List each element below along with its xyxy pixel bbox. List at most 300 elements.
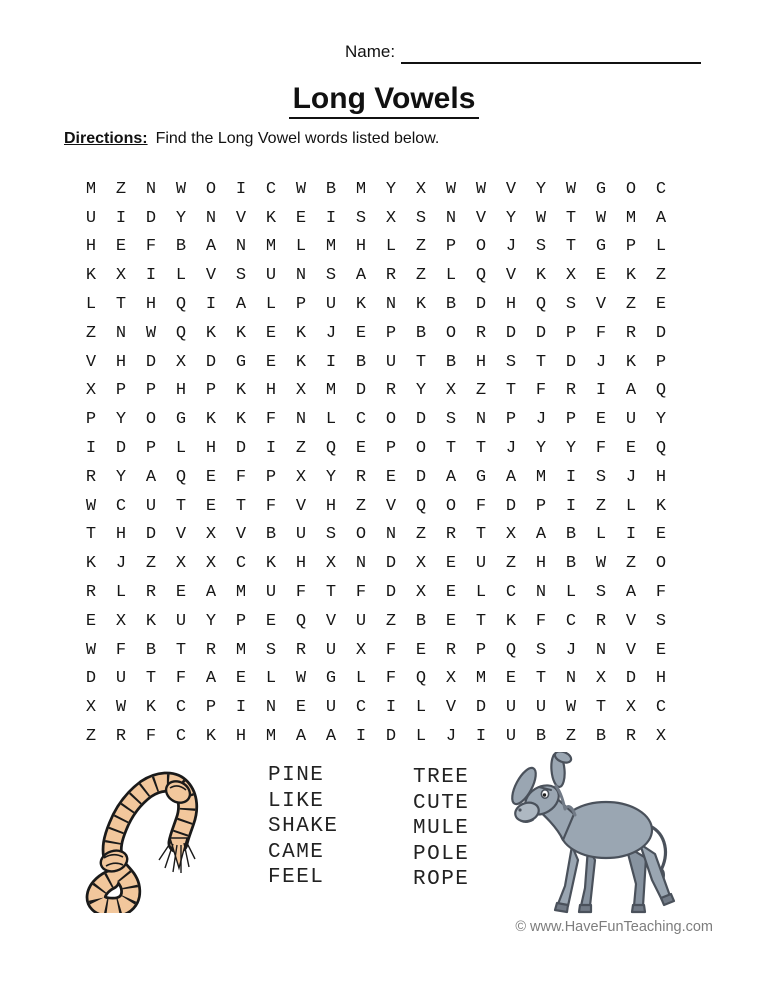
- grid-letter: P: [295, 295, 307, 315]
- grid-letter: K: [625, 352, 637, 372]
- grid-letter: O: [445, 496, 457, 516]
- grid-letter: H: [355, 237, 367, 257]
- grid-letter: V: [475, 208, 487, 228]
- grid-letter: U: [325, 295, 337, 315]
- grid-letter: D: [385, 583, 397, 603]
- grid-letter: V: [235, 525, 247, 545]
- copyright-text: © www.HaveFunTeaching.com: [515, 919, 713, 935]
- grid-letter: N: [145, 179, 157, 199]
- grid-letter: T: [145, 669, 157, 689]
- mule-near-front-leg: [558, 846, 578, 906]
- grid-letter: Y: [535, 439, 547, 459]
- grid-letter: G: [475, 467, 487, 487]
- grid-letter: E: [265, 611, 277, 631]
- grid-letter: N: [595, 640, 607, 660]
- grid-letter: O: [655, 554, 667, 574]
- grid-letter: E: [355, 323, 367, 343]
- grid-letter: O: [205, 179, 217, 199]
- grid-letter: H: [115, 352, 127, 372]
- grid-letter: T: [445, 439, 457, 459]
- grid-letter: L: [115, 583, 127, 603]
- grid-letter: M: [625, 208, 637, 228]
- grid-letter: Q: [175, 323, 187, 343]
- grid-letter: C: [175, 727, 187, 747]
- grid-letter: M: [325, 237, 337, 257]
- grid-letter: T: [85, 525, 97, 545]
- grid-letter: S: [445, 410, 457, 430]
- grid-letter: D: [565, 352, 577, 372]
- grid-letter: H: [205, 439, 217, 459]
- mule-hoof: [579, 905, 591, 912]
- grid-letter: F: [115, 640, 127, 660]
- grid-letter: P: [445, 237, 457, 257]
- grid-letter: X: [385, 208, 397, 228]
- grid-letter: A: [205, 583, 217, 603]
- grid-letter: L: [175, 439, 187, 459]
- grid-letter: U: [625, 410, 637, 430]
- grid-letter: Z: [355, 496, 367, 516]
- grid-letter: K: [655, 496, 667, 516]
- grid-letter: N: [235, 237, 247, 257]
- grid-letter: D: [145, 525, 157, 545]
- grid-letter: M: [325, 381, 337, 401]
- grid-letter: A: [325, 727, 337, 747]
- grid-letter: G: [595, 179, 607, 199]
- grid-letter: Q: [535, 295, 547, 315]
- grid-letter: Z: [415, 237, 427, 257]
- grid-letter: U: [295, 525, 307, 545]
- grid-letter: X: [295, 467, 307, 487]
- grid-letter: K: [265, 554, 277, 574]
- grid-letter: S: [355, 208, 367, 228]
- grid-letter: H: [85, 237, 97, 257]
- grid-letter: V: [325, 611, 337, 631]
- grid-letter: Z: [595, 496, 607, 516]
- grid-letter: F: [535, 611, 547, 631]
- grid-letter: U: [505, 698, 517, 718]
- grid-letter: J: [445, 727, 457, 747]
- grid-letter: L: [385, 237, 397, 257]
- grid-letter: V: [205, 266, 217, 286]
- grid-letter: K: [145, 611, 157, 631]
- grid-letter: L: [265, 669, 277, 689]
- grid-letter: P: [565, 410, 577, 430]
- grid-letter: I: [325, 352, 337, 372]
- grid-letter: K: [295, 323, 307, 343]
- grid-letter: Y: [325, 467, 337, 487]
- grid-letter: L: [475, 583, 487, 603]
- grid-letter: W: [565, 179, 577, 199]
- word-feel: FEEL: [268, 866, 325, 890]
- grid-letter: O: [625, 179, 637, 199]
- grid-letter: M: [235, 583, 247, 603]
- grid-letter: C: [655, 698, 667, 718]
- grid-letter: H: [505, 295, 517, 315]
- grid-letter: V: [385, 496, 397, 516]
- grid-letter: W: [85, 640, 97, 660]
- grid-letter: K: [235, 323, 247, 343]
- grid-letter: D: [655, 323, 667, 343]
- grid-letter: O: [445, 323, 457, 343]
- grid-letter: X: [655, 727, 667, 747]
- grid-letter: G: [595, 237, 607, 257]
- grid-letter: T: [175, 496, 187, 516]
- grid-letter: Y: [175, 208, 187, 228]
- grid-letter: P: [385, 323, 397, 343]
- grid-letter: W: [595, 208, 607, 228]
- grid-letter: K: [85, 266, 97, 286]
- grid-letter: Z: [475, 381, 487, 401]
- grid-letter: T: [565, 208, 577, 228]
- grid-letter: A: [145, 467, 157, 487]
- grid-letter: J: [115, 554, 127, 574]
- grid-letter: V: [625, 611, 637, 631]
- grid-letter: F: [385, 669, 397, 689]
- grid-letter: O: [355, 525, 367, 545]
- grid-letter: X: [115, 266, 127, 286]
- grid-letter: S: [235, 266, 247, 286]
- grid-letter: F: [145, 237, 157, 257]
- grid-letter: X: [355, 640, 367, 660]
- grid-letter: U: [265, 266, 277, 286]
- grid-letter: H: [535, 554, 547, 574]
- grid-letter: E: [205, 467, 217, 487]
- grid-letter: Q: [295, 611, 307, 631]
- grid-letter: V: [625, 640, 637, 660]
- grid-letter: X: [115, 611, 127, 631]
- grid-letter: M: [265, 727, 277, 747]
- grid-letter: H: [325, 496, 337, 516]
- grid-letter: B: [325, 179, 337, 199]
- grid-letter: Z: [625, 554, 637, 574]
- grid-letter: I: [385, 698, 397, 718]
- grid-letter: K: [415, 295, 427, 315]
- grid-letter: X: [85, 381, 97, 401]
- grid-letter: K: [85, 554, 97, 574]
- grid-letter: B: [265, 525, 277, 545]
- grid-letter: E: [655, 525, 667, 545]
- grid-letter: E: [625, 439, 637, 459]
- grid-letter: K: [205, 410, 217, 430]
- grid-letter: J: [565, 640, 577, 660]
- grid-letter: M: [235, 640, 247, 660]
- grid-letter: C: [505, 583, 517, 603]
- grid-letter: B: [565, 525, 577, 545]
- grid-letter: R: [385, 266, 397, 286]
- grid-letter: S: [265, 640, 277, 660]
- grid-letter: B: [355, 352, 367, 372]
- grid-letter: V: [505, 266, 517, 286]
- grid-letter: F: [265, 496, 277, 516]
- grid-letter: Z: [625, 295, 637, 315]
- grid-letter: W: [475, 179, 487, 199]
- grid-letter: H: [295, 554, 307, 574]
- grid-letter: G: [325, 669, 337, 689]
- grid-letter: R: [565, 381, 577, 401]
- grid-letter: A: [445, 467, 457, 487]
- name-label: Name:: [345, 42, 396, 61]
- grid-letter: K: [295, 352, 307, 372]
- grid-letter: E: [235, 669, 247, 689]
- grid-letter: Y: [505, 208, 517, 228]
- grid-letter: R: [295, 640, 307, 660]
- grid-letter: S: [415, 208, 427, 228]
- grid-letter: X: [445, 381, 457, 401]
- grid-letter: N: [205, 208, 217, 228]
- grid-letter: Z: [655, 266, 667, 286]
- grid-letter: N: [385, 295, 397, 315]
- grid-letter: C: [175, 698, 187, 718]
- grid-letter: D: [115, 439, 127, 459]
- rope-frayed-end: [159, 838, 195, 873]
- grid-letter: T: [505, 381, 517, 401]
- grid-letter: T: [475, 439, 487, 459]
- grid-letter: B: [445, 352, 457, 372]
- grid-letter: T: [595, 698, 607, 718]
- grid-letter: K: [355, 295, 367, 315]
- grid-letter: E: [205, 496, 217, 516]
- grid-letter: N: [115, 323, 127, 343]
- grid-letter: B: [175, 237, 187, 257]
- grid-letter: E: [445, 554, 457, 574]
- grid-letter: T: [325, 583, 337, 603]
- grid-letter: A: [355, 266, 367, 286]
- grid-letter: E: [595, 410, 607, 430]
- grid-letter: R: [625, 323, 637, 343]
- grid-letter: Y: [655, 410, 667, 430]
- grid-letter: I: [355, 727, 367, 747]
- grid-letter: T: [535, 352, 547, 372]
- grid-letter: J: [505, 439, 517, 459]
- mule-icon: [500, 752, 696, 924]
- grid-letter: X: [595, 669, 607, 689]
- grid-letter: Y: [115, 410, 127, 430]
- grid-letter: P: [145, 381, 157, 401]
- grid-letter: I: [565, 467, 577, 487]
- grid-letter: P: [205, 698, 217, 718]
- grid-letter: L: [85, 295, 97, 315]
- grid-letter: D: [625, 669, 637, 689]
- grid-letter: P: [535, 496, 547, 516]
- grid-letter: E: [385, 467, 397, 487]
- word-list-left: [268, 763, 339, 891]
- grid-letter: M: [85, 179, 97, 199]
- grid-letter: Z: [115, 179, 127, 199]
- grid-letter: E: [295, 208, 307, 228]
- word-search-grid: [76, 175, 676, 751]
- grid-letter: B: [595, 727, 607, 747]
- grid-letter: F: [265, 410, 277, 430]
- grid-letter: A: [295, 727, 307, 747]
- grid-letter: P: [235, 611, 247, 631]
- grid-letter: F: [595, 323, 607, 343]
- grid-letter: Z: [85, 727, 97, 747]
- mule-pupil: [543, 793, 546, 796]
- grid-letter: C: [265, 179, 277, 199]
- grid-letter: H: [655, 467, 667, 487]
- grid-letter: P: [85, 410, 97, 430]
- grid-letter: D: [145, 208, 157, 228]
- grid-letter: W: [565, 698, 577, 718]
- title-row: [0, 82, 768, 119]
- grid-letter: P: [655, 352, 667, 372]
- grid-letter: A: [625, 583, 637, 603]
- grid-letter: C: [355, 698, 367, 718]
- grid-letter: P: [145, 439, 157, 459]
- grid-letter: M: [355, 179, 367, 199]
- grid-letter: I: [85, 439, 97, 459]
- word-shake: SHAKE: [268, 815, 339, 839]
- grid-letter: S: [325, 266, 337, 286]
- grid-letter: L: [625, 496, 637, 516]
- grid-letter: M: [265, 237, 277, 257]
- grid-letter: R: [115, 727, 127, 747]
- grid-letter: T: [475, 611, 487, 631]
- grid-letter: X: [415, 179, 427, 199]
- grid-letter: F: [655, 583, 667, 603]
- grid-letter: I: [325, 208, 337, 228]
- grid-letter: Q: [415, 669, 427, 689]
- grid-letter: A: [205, 669, 217, 689]
- grid-letter: F: [385, 640, 397, 660]
- grid-letter: T: [235, 496, 247, 516]
- grid-letter: S: [595, 583, 607, 603]
- grid-letter: Z: [505, 554, 517, 574]
- grid-letter: X: [415, 583, 427, 603]
- grid-letter: Q: [505, 640, 517, 660]
- grid-letter: G: [235, 352, 247, 372]
- grid-letter: S: [565, 295, 577, 315]
- grid-letter: U: [385, 352, 397, 372]
- grid-letter: W: [595, 554, 607, 574]
- grid-letter: D: [385, 554, 397, 574]
- grid-letter: T: [115, 295, 127, 315]
- grid-letter: N: [295, 266, 307, 286]
- grid-letter: Z: [565, 727, 577, 747]
- grid-letter: X: [85, 698, 97, 718]
- grid-letter: X: [175, 352, 187, 372]
- grid-letter: E: [115, 237, 127, 257]
- grid-letter: R: [85, 583, 97, 603]
- grid-letter: R: [475, 323, 487, 343]
- grid-letter: I: [565, 496, 577, 516]
- grid-letter: E: [265, 323, 277, 343]
- grid-letter: F: [535, 381, 547, 401]
- grid-letter: E: [505, 669, 517, 689]
- grid-letter: A: [535, 525, 547, 545]
- grid-letter: F: [595, 439, 607, 459]
- grid-letter: Q: [325, 439, 337, 459]
- word-came: CAME: [268, 840, 325, 864]
- grid-letter: E: [295, 698, 307, 718]
- grid-letter: U: [325, 698, 337, 718]
- grid-letter: N: [565, 669, 577, 689]
- grid-letter: B: [535, 727, 547, 747]
- grid-letter: O: [475, 237, 487, 257]
- grid-letter: F: [235, 467, 247, 487]
- grid-letter: L: [325, 410, 337, 430]
- grid-letter: S: [505, 352, 517, 372]
- grid-letter: W: [85, 496, 97, 516]
- grid-letter: D: [535, 323, 547, 343]
- page-title: Long Vowels: [289, 82, 480, 119]
- grid-letter: B: [415, 323, 427, 343]
- grid-letter: V: [505, 179, 517, 199]
- grid-letter: J: [595, 352, 607, 372]
- grid-letter: R: [445, 525, 457, 545]
- grid-letter: E: [85, 611, 97, 631]
- grid-letter: A: [505, 467, 517, 487]
- grid-letter: F: [355, 583, 367, 603]
- grid-letter: L: [415, 727, 427, 747]
- grid-letter: Q: [175, 295, 187, 315]
- grid-letter: Q: [655, 381, 667, 401]
- grid-letter: H: [655, 669, 667, 689]
- grid-letter: T: [535, 669, 547, 689]
- grid-letter: E: [415, 640, 427, 660]
- grid-letter: H: [145, 295, 157, 315]
- grid-letter: K: [205, 727, 217, 747]
- grid-letter: I: [145, 266, 157, 286]
- grid-letter: R: [85, 467, 97, 487]
- grid-letter: Y: [535, 179, 547, 199]
- grid-letter: B: [565, 554, 577, 574]
- grid-letter: Y: [115, 467, 127, 487]
- grid-letter: S: [595, 467, 607, 487]
- grid-letter: E: [655, 295, 667, 315]
- grid-letter: X: [175, 554, 187, 574]
- grid-letter: P: [115, 381, 127, 401]
- grid-letter: L: [355, 669, 367, 689]
- grid-letter: W: [535, 208, 547, 228]
- grid-letter: L: [295, 237, 307, 257]
- grid-letter: W: [295, 669, 307, 689]
- grid-letter: J: [325, 323, 337, 343]
- grid-letter: X: [445, 669, 457, 689]
- directions-label: Directions:: [64, 130, 148, 147]
- grid-letter: W: [145, 323, 157, 343]
- word-list-right: [413, 765, 469, 893]
- word-tree: TREE: [413, 766, 470, 789]
- grid-letter: Z: [415, 266, 427, 286]
- word-rope: ROPE: [413, 868, 470, 892]
- grid-letter: X: [505, 525, 517, 545]
- grid-letter: I: [115, 208, 127, 228]
- grid-letter: W: [295, 179, 307, 199]
- grid-letter: K: [265, 208, 277, 228]
- grid-letter: I: [625, 525, 637, 545]
- grid-letter: D: [205, 352, 217, 372]
- grid-letter: U: [115, 669, 127, 689]
- grid-letter: P: [205, 381, 217, 401]
- grid-letter: K: [505, 611, 517, 631]
- grid-letter: S: [325, 525, 337, 545]
- grid-letter: E: [355, 439, 367, 459]
- grid-letter: I: [235, 698, 247, 718]
- grid-letter: U: [85, 208, 97, 228]
- grid-letter: O: [385, 410, 397, 430]
- grid-letter: S: [535, 237, 547, 257]
- grid-letter: R: [595, 611, 607, 631]
- grid-letter: D: [505, 496, 517, 516]
- grid-letter: D: [475, 295, 487, 315]
- grid-letter: C: [115, 496, 127, 516]
- grid-letter: T: [565, 237, 577, 257]
- grid-letter: I: [265, 439, 277, 459]
- grid-letter: V: [295, 496, 307, 516]
- grid-letter: J: [625, 467, 637, 487]
- grid-letter: V: [445, 698, 457, 718]
